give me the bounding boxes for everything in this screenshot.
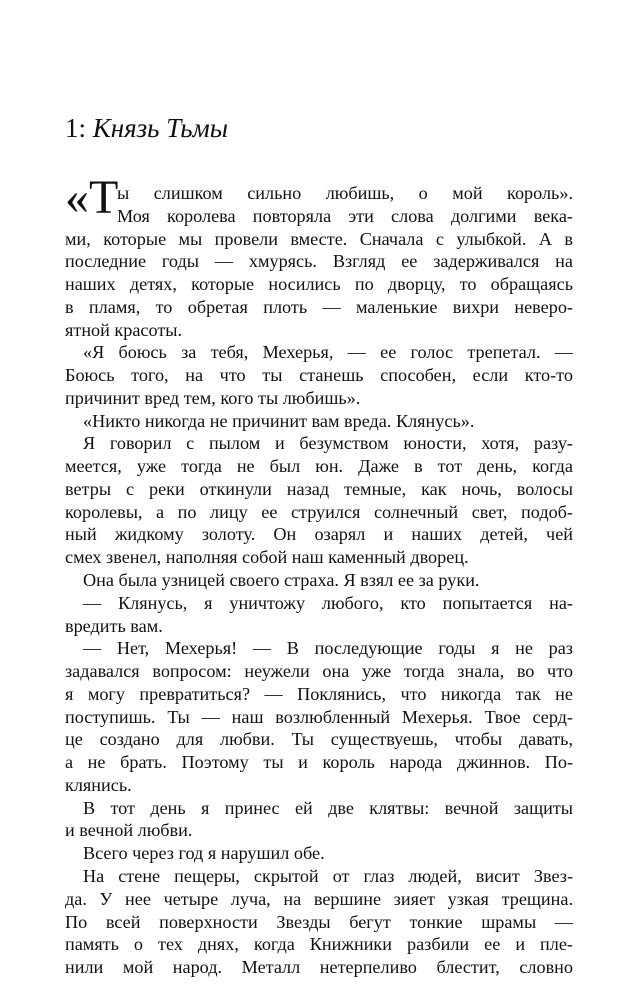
text-line (65, 273, 573, 296)
text-line (65, 615, 573, 638)
text-line (65, 296, 573, 319)
line-text: клянись. (65, 774, 132, 795)
line-text: Всего через год я нарушил обе. (83, 843, 325, 864)
chapter-number: 1: (65, 113, 87, 143)
line-text: поступишь. Ты — наш возлюбленный Мехерья. Твое серд- (65, 706, 573, 727)
line-text: Она была узницей своего страха. Я взял ее за руки. (83, 570, 480, 591)
text-line (65, 637, 573, 660)
line-text: По всей поверхности Звезды бегут тонкие шрамы — (65, 911, 573, 932)
text-line (65, 956, 573, 979)
text-line (65, 364, 573, 387)
text-line (65, 341, 573, 364)
text-line (65, 569, 573, 592)
line-text: последние годы — хмурясь. Взгляд ее задерживался на (65, 251, 573, 272)
line-text: задавался вопросом: неужели она уже тогда знала, во что (65, 661, 573, 682)
text-line (65, 683, 573, 706)
text-line (65, 728, 573, 751)
text-line (65, 933, 573, 956)
opening-paragraph (65, 171, 573, 228)
line-text: Я говорил с пылом и безумством юности, хотя, разу- (83, 433, 573, 454)
line-text: «Никто никогда не причинит вам вреда. Клянусь». (83, 410, 475, 431)
text-line (65, 501, 573, 524)
line-text: Боюсь того, на что ты станешь способен, если кто-то (65, 365, 573, 386)
text-line (65, 888, 573, 911)
text-line (65, 387, 573, 410)
text-line (65, 478, 573, 501)
text-line (65, 228, 573, 251)
text-line (65, 432, 573, 455)
line-text: в пламя, то обретая плоть — маленькие вихри неверо- (65, 296, 573, 317)
line-text: це создано для любви. Ты существуешь, чтобы давать, (65, 729, 573, 750)
text-line (65, 751, 573, 774)
text-line (65, 319, 573, 342)
line-text: вредить вам. (65, 615, 163, 636)
line-text: ятной красоты. (65, 319, 183, 340)
text-line (65, 842, 573, 865)
line-text: ный жидкому золоту. Он озарял и наших детей, чей (65, 524, 573, 545)
line-text: да. У нее четыре луча, на вершине зияет узкая трещина. (65, 888, 573, 909)
text-line (65, 592, 573, 615)
text-line (65, 706, 573, 729)
chapter-title: Князь Тьмы (92, 113, 229, 143)
text-line (65, 797, 573, 820)
chapter-heading (65, 112, 228, 144)
text-line (65, 410, 573, 433)
text-line (65, 911, 573, 934)
line-text: — Нет, Мехерья! — В последующие годы я не раз (83, 638, 573, 659)
line-text: «Я боюсь за тебя, Мехерья, — ее голос трепетал. — (83, 342, 573, 363)
line-text: В тот день я принес ей две клятвы: вечной защиты (83, 797, 573, 818)
line-text: ми, которые мы провели вместе. Сначала с улыбкой. А в (65, 228, 573, 249)
text-line: ы слишком сильно любишь, о мой король». (117, 183, 573, 203)
text-line (65, 774, 573, 797)
text-line: Моя королева повторяла эти слова долгими века- (117, 205, 573, 226)
line-text: наших детях, которые носились по дворцу, то обращаясь (65, 274, 573, 295)
line-text: королевы, а по лицу ее струился солнечный свет, подоб- (65, 501, 573, 522)
line-text: ветры с реки откинули назад темные, как ночь, волосы (65, 478, 573, 499)
text-line (65, 455, 573, 478)
line-text: — Клянусь, я уничтожу любого, кто попытается на- (83, 592, 573, 613)
line-text: На стене пещеры, скрытой от глаз людей, висит Звез- (83, 865, 573, 886)
chapter-body (65, 171, 573, 979)
text-line (65, 546, 573, 569)
text-line (65, 819, 573, 842)
line-text: нили мой народ. Металл нетерпеливо блестит, словно (65, 957, 573, 978)
drop-cap: «Т (65, 171, 119, 224)
text-line (65, 660, 573, 683)
text-lines (65, 228, 573, 979)
line-text: и вечной любви. (65, 820, 193, 841)
line-text: а не брать. Поэтому ты и король народа джиннов. По- (65, 752, 573, 773)
text-line (65, 250, 573, 273)
text-line (65, 523, 573, 546)
line-text: меется, уже тогда не был юн. Даже в тот день, когда (65, 456, 573, 477)
line-text: я могу превратиться? — Поклянись, что никогда так не (65, 683, 573, 704)
text-line (65, 865, 573, 888)
line-text: память о тех днях, когда Книжники разбили ее и пле- (65, 934, 573, 955)
line-text: смех звенел, наполняя собой наш каменный дворец. (65, 547, 469, 568)
line-text: причинит вред тем, кого ты любишь». (65, 387, 361, 408)
